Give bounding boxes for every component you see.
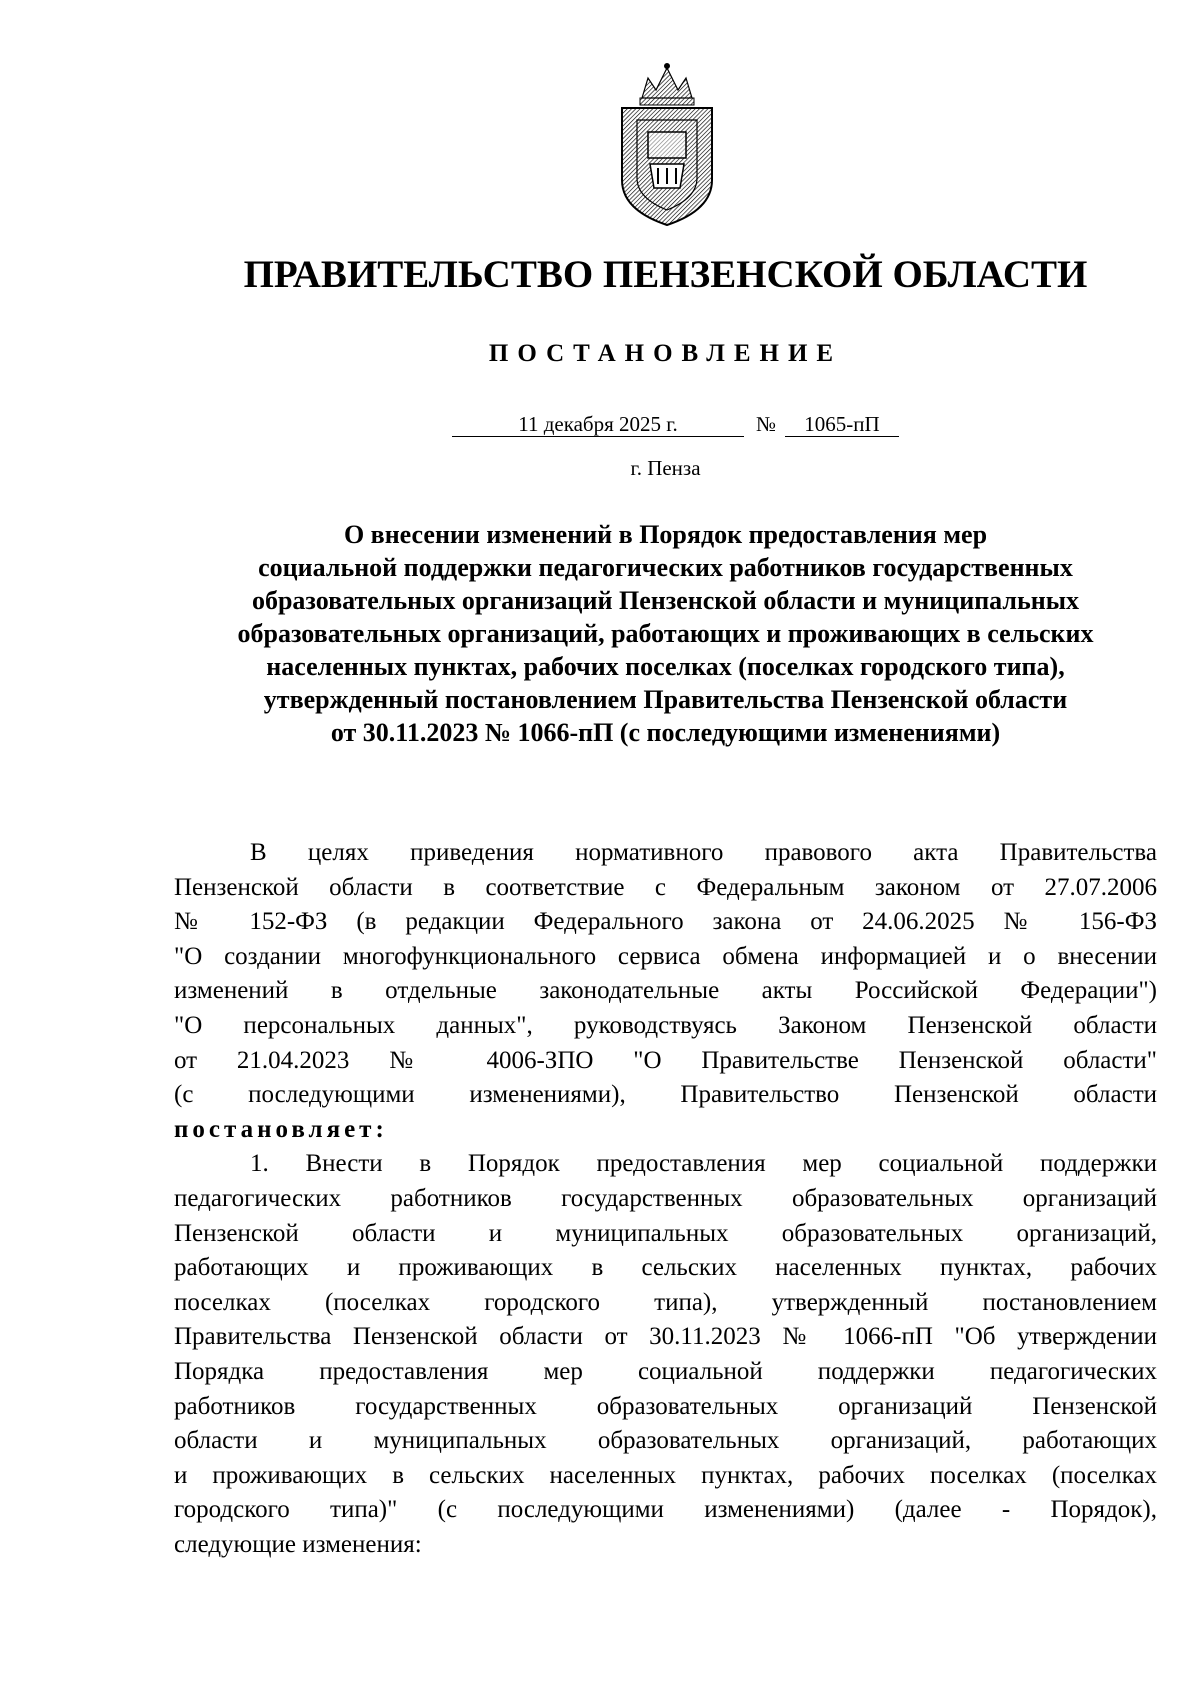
body-line: от 21.04.2023 № 4006-ЗПО "О Правительстве Пензенской области" xyxy=(174,1046,1157,1074)
act-title-line: населенных пунктах, рабочих поселках (поселках городского типа), xyxy=(266,652,1065,681)
act-title xyxy=(160,518,1171,749)
body-line: городского типа)" (с последующими изменениями) (далее - Порядок), xyxy=(174,1496,1157,1524)
body-line: области и муниципальных образовательных организаций, работающих xyxy=(174,1427,1157,1455)
body-line: Пензенской области в соответствие с Федеральным законом от 27.07.2006 xyxy=(174,873,1157,901)
body-line: Порядка предоставления мер социальной поддержки педагогических xyxy=(174,1357,1157,1385)
body-line: "О персональных данных", руководствуясь Законом Пензенской области xyxy=(174,1011,1157,1039)
number-sign: № xyxy=(756,412,777,436)
body-line: работников государственных образовательных организаций Пензенской xyxy=(174,1392,1157,1420)
document-type: ПОСТАНОВЛЕНИЕ xyxy=(488,340,843,367)
coat-of-arms-icon xyxy=(612,60,722,230)
act-title-line: утвержденный постановлением Правительства Пензенской области xyxy=(263,685,1068,714)
body-line: В целях приведения нормативного правового акта Правительства xyxy=(250,839,1157,866)
body-line: Пензенской области и муниципальных образовательных организаций, xyxy=(174,1219,1157,1247)
document-number: 1065-пП xyxy=(785,412,899,437)
act-title-line: О внесении изменений в Порядок предоставления мер xyxy=(343,520,988,549)
document-city: г. Пенза xyxy=(630,456,701,480)
body-line: 1. Внести в Порядок предоставления мер социальной поддержки xyxy=(250,1150,1157,1178)
document-body xyxy=(174,836,1157,1562)
document-date: 11 декабря 2025 г. xyxy=(452,412,744,437)
act-title-line: образовательных организаций, работающих и проживающих в сельских xyxy=(237,619,1094,648)
act-title-line: от 30.11.2023 № 1066-пП (с последующими изменениями) xyxy=(330,718,1001,747)
body-line: поселках (поселках городского типа), утвержденный постановлением xyxy=(174,1288,1157,1316)
body-line: и проживающих в сельских населенных пунктах, рабочих поселках (поселках xyxy=(174,1461,1157,1489)
government-title: ПРАВИТЕЛЬСТВО ПЕНЗЕНСКОЙ ОБЛАСТИ xyxy=(243,253,1088,296)
act-title-line: социальной поддержки педагогических работников государственных xyxy=(258,553,1073,582)
body-line: (с последующими изменениями), Правительство Пензенской области xyxy=(174,1081,1157,1109)
act-title-line: образовательных организаций Пензенской области и муниципальных xyxy=(251,586,1080,615)
body-line: изменений в отдельные законодательные акты Российской Федерации") xyxy=(174,977,1157,1005)
body-line: следующие изменения: xyxy=(174,1530,422,1558)
body-line: работающих и проживающих в сельских населенных пунктах, рабочих xyxy=(174,1254,1157,1282)
body-line: Правительства Пензенской области от 30.11.2023 № 1066-пП "Об утверждении xyxy=(174,1323,1157,1351)
body-line: "О создании многофункционального сервиса обмена информацией и о внесении xyxy=(174,942,1157,970)
resolves-word: постановляет: xyxy=(174,1115,388,1143)
body-line: педагогических работников государственных образовательных организаций xyxy=(174,1184,1157,1212)
body-line: № 152-ФЗ (в редакции Федерального закона от 24.06.2025 № 156-ФЗ xyxy=(174,908,1157,936)
